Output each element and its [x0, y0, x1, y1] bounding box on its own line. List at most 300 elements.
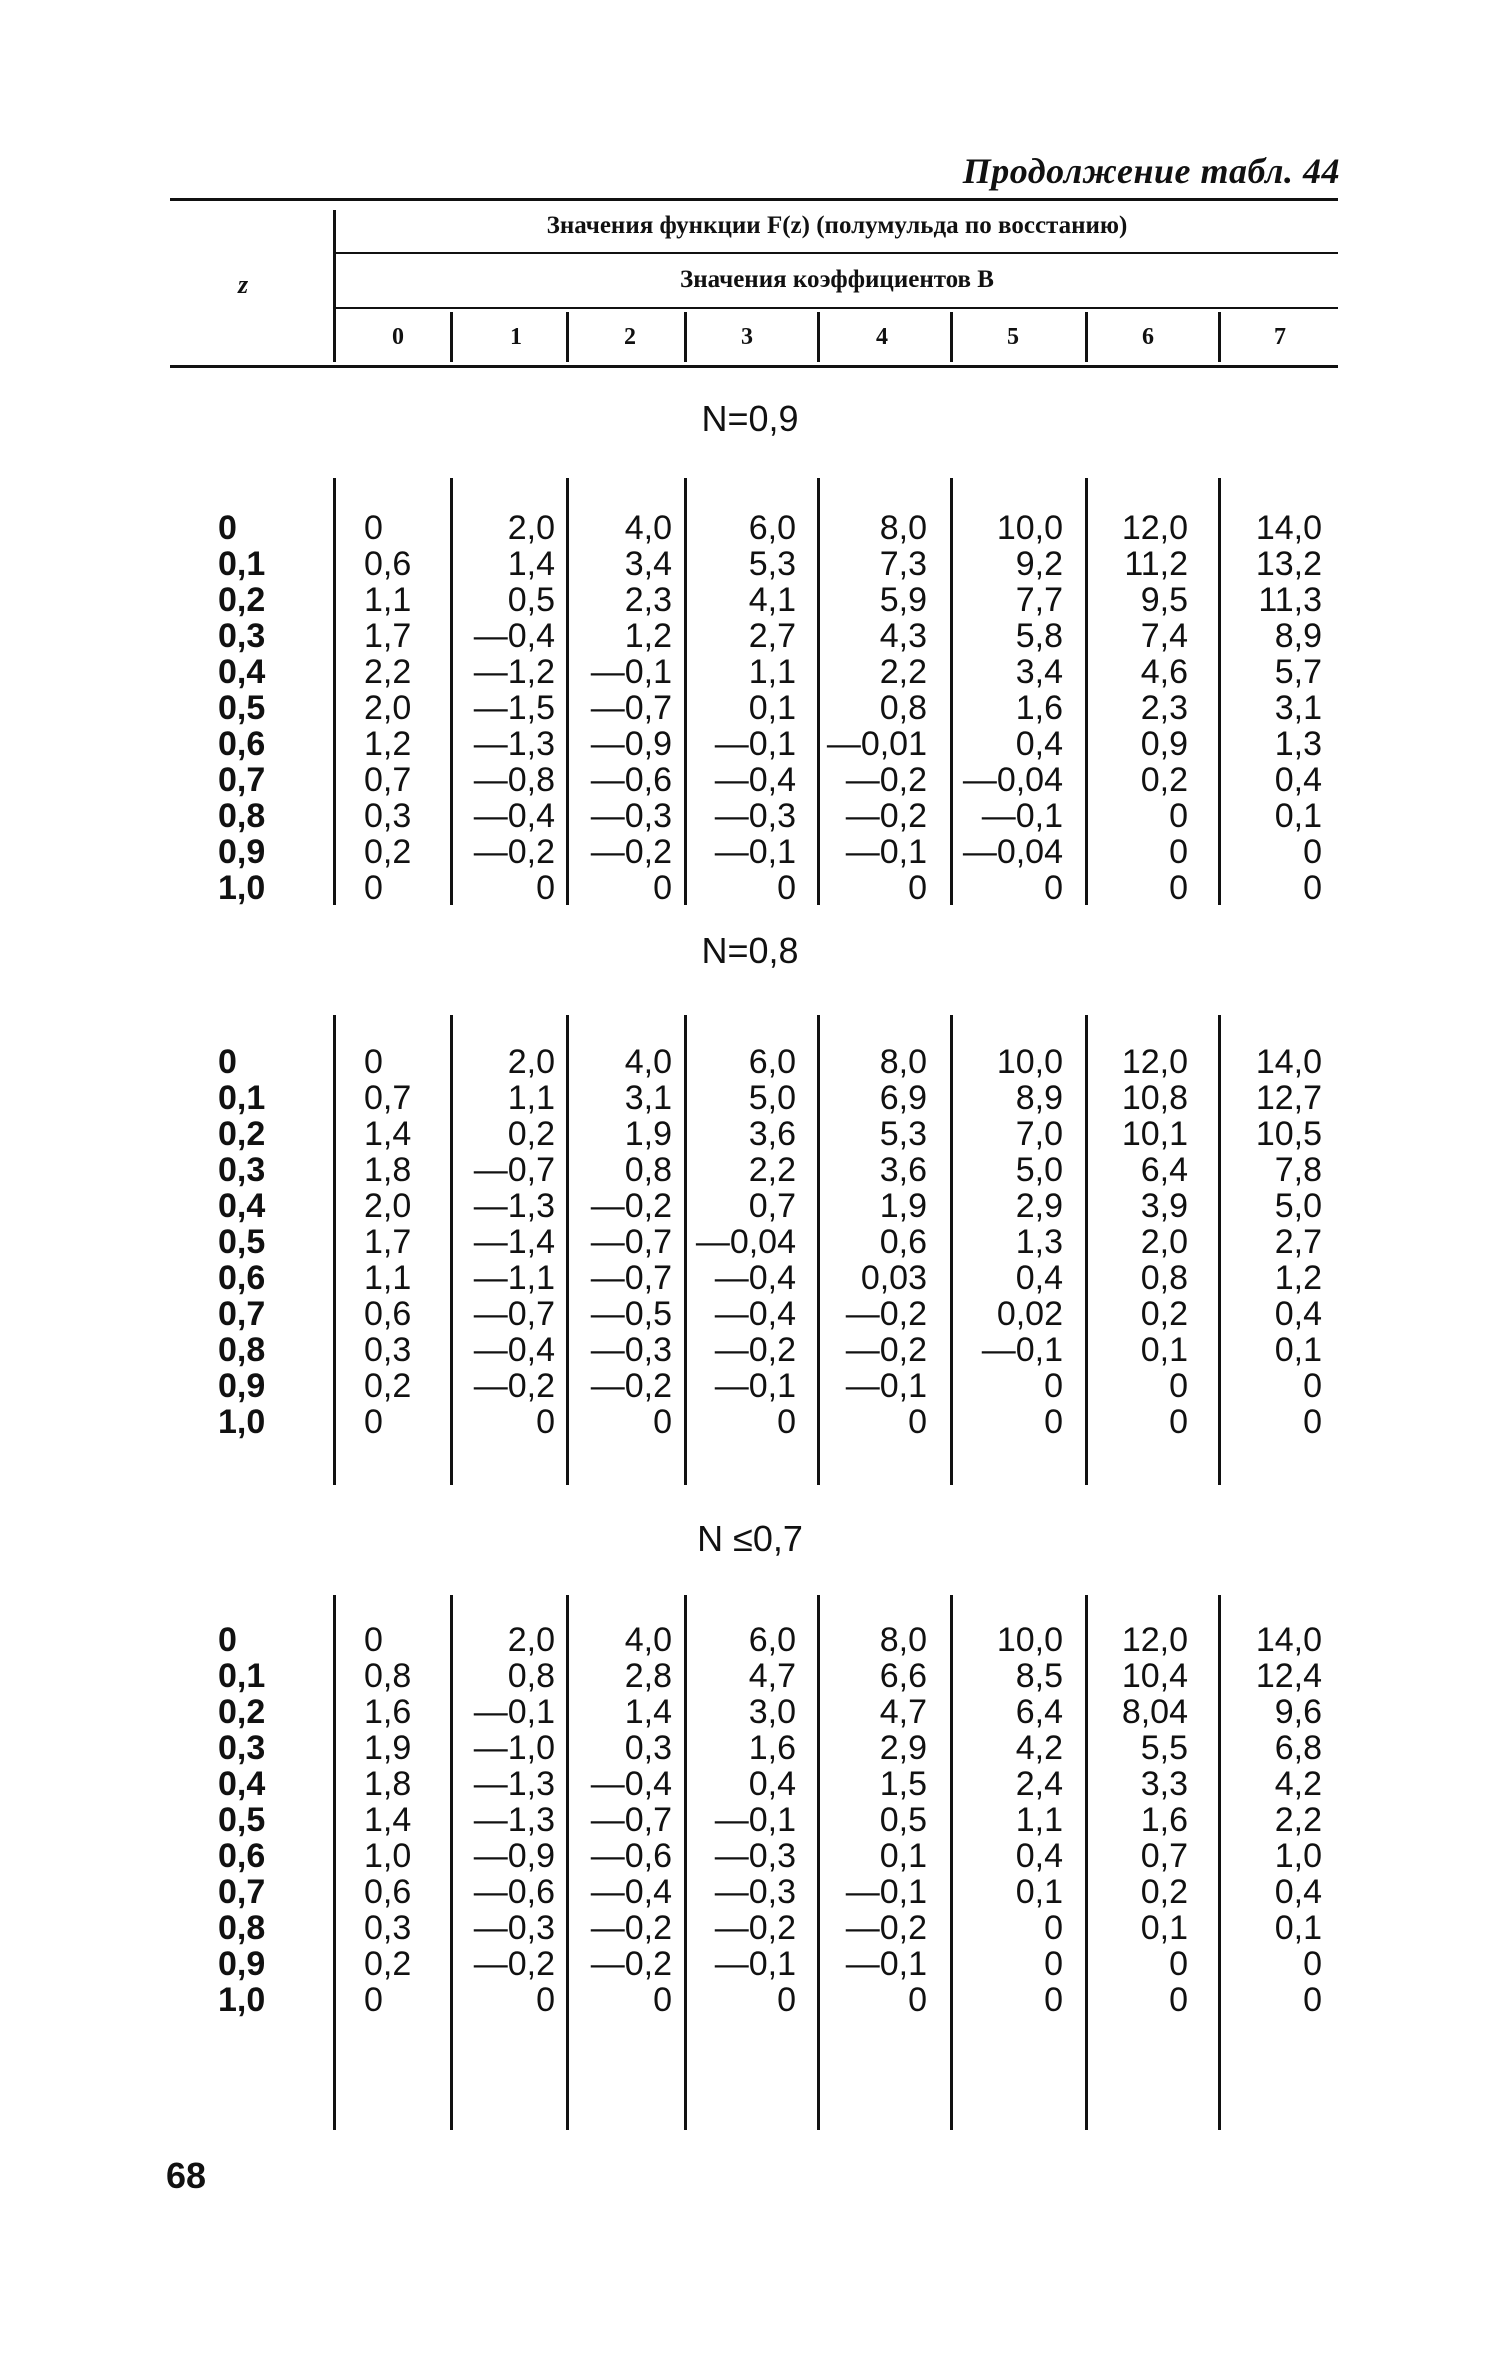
table-cell: 0: [536, 1981, 555, 2019]
table-cell: 4,1: [748, 581, 796, 619]
z-value: 0,6: [218, 1259, 266, 1297]
table-cell: —0,4: [590, 1765, 672, 1803]
table-cell: 0: [1169, 1403, 1188, 1441]
table-cell: 0,2: [364, 1945, 412, 1983]
header-bottom-rule: [170, 365, 1338, 368]
header-top-rule: [170, 198, 1338, 201]
table-cell: 0: [908, 1403, 927, 1441]
table-cell: 6,6: [879, 1657, 927, 1695]
table-cell: —0,1: [590, 653, 672, 691]
table-cell: 13,2: [1255, 545, 1322, 583]
table-cell: —0,2: [473, 1367, 555, 1405]
z-value: 0,4: [218, 1765, 266, 1803]
table-cell: 14,0: [1255, 509, 1322, 547]
table-cell: 1,8: [364, 1765, 412, 1803]
z-value: 0,3: [218, 1151, 266, 1189]
table-cell: 6,4: [1140, 1151, 1188, 1189]
table-cell: 2,9: [879, 1729, 927, 1767]
table-cell: 0: [908, 1981, 927, 2019]
table-cell: 2,2: [364, 653, 412, 691]
table-cell: —0,4: [473, 1331, 555, 1369]
table-cell: 0,8: [1140, 1259, 1188, 1297]
table-cell: 12,7: [1255, 1079, 1322, 1117]
table-cell: —0,1: [845, 833, 927, 871]
table-cell: 1,1: [507, 1079, 555, 1117]
z-column-header: z: [238, 270, 249, 299]
table-cell: 5,0: [1015, 1151, 1063, 1189]
table-cell: 0,8: [507, 1657, 555, 1695]
z-value-column: [218, 1622, 265, 2018]
table-cell: 4,6: [1140, 653, 1188, 691]
table-cell: 1,1: [364, 1259, 412, 1297]
table-cell: 0: [1044, 869, 1063, 907]
table-cell: 1,0: [1274, 1837, 1322, 1875]
table-cell: 6,0: [748, 1043, 796, 1081]
table-cell: 10,1: [1121, 1115, 1188, 1153]
table-cell: —0,2: [714, 1331, 796, 1369]
z-value: 0: [218, 1621, 237, 1659]
table-cell: —0,2: [590, 833, 672, 871]
table-cell: 0,02: [996, 1295, 1063, 1333]
table-cell: 2,4: [1015, 1765, 1063, 1803]
table-cell: 0,2: [1140, 1295, 1188, 1333]
table-cell: —1,4: [473, 1223, 555, 1261]
table-cell: —0,6: [590, 761, 672, 799]
table-cell: 0,8: [364, 1657, 412, 1695]
table-cell: —0,2: [845, 1909, 927, 1947]
table-cell: 1,1: [364, 581, 412, 619]
table-cell: —0,3: [714, 1873, 796, 1911]
table-cell: —0,2: [590, 1367, 672, 1405]
table-cell: —1,1: [473, 1259, 555, 1297]
z-value: 0,7: [218, 1295, 266, 1333]
table-cell: 0,7: [364, 1079, 412, 1117]
table-cell: —0,1: [714, 725, 796, 763]
table-cell: —0,8: [473, 761, 555, 799]
table-cell: 2,0: [1140, 1223, 1188, 1261]
table-cell: 3,1: [1274, 689, 1322, 727]
value-column-B7: [1122, 510, 1322, 906]
table-cell: 3,6: [879, 1151, 927, 1189]
table-cell: 0: [1303, 1981, 1322, 2019]
table-cell: 0,4: [1274, 761, 1322, 799]
z-value: 0,6: [218, 725, 266, 763]
table-cell: 4,0: [624, 509, 672, 547]
z-value: 0,7: [218, 761, 266, 799]
table-cell: 2,7: [748, 617, 796, 655]
z-value: 0,9: [218, 1367, 266, 1405]
table-cell: 4,2: [1274, 1765, 1322, 1803]
table-cell: —0,2: [845, 761, 927, 799]
table-cell: —0,4: [714, 1295, 796, 1333]
table-cell: 0: [364, 869, 383, 907]
table-cell: 0: [1169, 1981, 1188, 2019]
table-cell: 0,1: [1015, 1873, 1063, 1911]
column-divider: [333, 478, 336, 905]
table-cell: 3,1: [624, 1079, 672, 1117]
table-cell: 4,3: [879, 617, 927, 655]
table-cell: 2,2: [748, 1151, 796, 1189]
table-cell: 0,4: [1274, 1873, 1322, 1911]
table-cell: 0: [1169, 1945, 1188, 1983]
table-cell: —0,04: [962, 761, 1063, 799]
table-cell: 7,8: [1274, 1151, 1322, 1189]
table-cell: 8,0: [879, 509, 927, 547]
table-cell: —0,1: [981, 1331, 1063, 1369]
table-cell: 10,0: [996, 1621, 1063, 1659]
table-cell: —0,3: [473, 1909, 555, 1947]
table-cell: —0,2: [473, 1945, 555, 1983]
z-value: 0,3: [218, 617, 266, 655]
table-cell: 0,8: [879, 689, 927, 727]
table-cell: —0,1: [845, 1873, 927, 1911]
table-cell: 0,2: [1140, 1873, 1188, 1911]
table-cell: 0,6: [364, 1873, 412, 1911]
table-cell: 1,3: [1274, 725, 1322, 763]
z-value: 0,3: [218, 1729, 266, 1767]
table-cell: 1,0: [364, 1837, 412, 1875]
table-cell: 3,0: [748, 1693, 796, 1731]
table-cell: 7,3: [879, 545, 927, 583]
table-cell: 10,4: [1121, 1657, 1188, 1695]
z-value: 0,9: [218, 1945, 266, 1983]
table-cell: —0,2: [590, 1909, 672, 1947]
page-number: 68: [166, 2155, 207, 2196]
table-cell: 1,7: [364, 1223, 412, 1261]
table-cell: —1,3: [473, 1801, 555, 1839]
section-title: N ≤0,7: [697, 1518, 803, 1559]
table-cell: 1,1: [1015, 1801, 1063, 1839]
table-cell: 0: [1169, 797, 1188, 835]
table-cell: 7,4: [1140, 617, 1188, 655]
column-header-divider: [1085, 312, 1088, 362]
column-header-divider: [450, 312, 453, 362]
column-header-divider: [817, 312, 820, 362]
table-cell: 5,5: [1140, 1729, 1188, 1767]
table-cell: 2,0: [364, 1187, 412, 1225]
table-cell: 1,6: [1015, 689, 1063, 727]
table-cell: 2,2: [1274, 1801, 1322, 1839]
z-value: 0,9: [218, 833, 266, 871]
table-cell: 1,4: [364, 1801, 412, 1839]
table-cell: 0,5: [507, 581, 555, 619]
table-cell: 2,8: [624, 1657, 672, 1695]
column-header-divider: [684, 312, 687, 362]
table-cell: —0,2: [590, 1187, 672, 1225]
table-cell: 0: [364, 509, 383, 547]
table-cell: 6,0: [748, 1621, 796, 1659]
table-cell: —0,1: [845, 1945, 927, 1983]
table-cell: 1,4: [507, 545, 555, 583]
table-cell: 4,7: [748, 1657, 796, 1695]
column-header-3: 3: [741, 324, 753, 350]
table-cell: 11,3: [1258, 581, 1322, 619]
table-cell: 0,1: [1140, 1909, 1188, 1947]
table-cell: 5,0: [748, 1079, 796, 1117]
table-cell: 12,0: [1121, 1043, 1188, 1081]
table-cell: 5,8: [1015, 617, 1063, 655]
table-cell: 8,0: [879, 1043, 927, 1081]
table-cell: 0,1: [1274, 1331, 1322, 1369]
z-value: 0: [218, 1043, 237, 1081]
value-column-B7: [1122, 1044, 1322, 1440]
table-cell: 11,2: [1124, 545, 1188, 583]
z-value-column: [218, 1044, 265, 1440]
table-cell: —0,3: [590, 1331, 672, 1369]
table-cell: 6,8: [1274, 1729, 1322, 1767]
table-cell: —0,04: [695, 1223, 796, 1261]
table-cell: 0,3: [364, 1331, 412, 1369]
z-value: 0,5: [218, 1223, 266, 1261]
table-cell: —0,7: [590, 689, 672, 727]
table-cell: —1,2: [473, 653, 555, 691]
function-header: Значения функции F(z) (полумульда по восстанию): [546, 212, 1128, 239]
table-cell: 0,6: [879, 1223, 927, 1261]
table-cell: 4,0: [624, 1043, 672, 1081]
table-cell: 12,4: [1255, 1657, 1322, 1695]
table-cell: 0: [1303, 869, 1322, 907]
table-cell: 0,1: [1140, 1331, 1188, 1369]
column-divider: [333, 1015, 336, 1485]
table-cell: —0,6: [473, 1873, 555, 1911]
table-cell: —0,2: [590, 1945, 672, 1983]
table-cell: 0: [1044, 1981, 1063, 2019]
table-cell: 1,6: [1140, 1801, 1188, 1839]
value-column-B7: [1122, 1622, 1322, 2018]
table-cell: 0: [1169, 869, 1188, 907]
table-cell: 0: [777, 1403, 796, 1441]
table-cell: —0,2: [845, 1295, 927, 1333]
table-cell: —0,2: [714, 1909, 796, 1947]
table-cell: 2,0: [507, 1043, 555, 1081]
table-cell: 0,4: [1274, 1295, 1322, 1333]
table-cell: 0,4: [1015, 1837, 1063, 1875]
table-cell: 0,1: [748, 689, 796, 727]
coefficients-header: Значения коэффициентов B: [680, 266, 994, 293]
table-cell: 0,1: [1274, 1909, 1322, 1947]
table-cell: 0,2: [364, 1367, 412, 1405]
table-cell: 0,4: [748, 1765, 796, 1803]
z-value: 0,1: [218, 545, 266, 583]
table-cell: 5,3: [748, 545, 796, 583]
table-cell: —1,3: [473, 725, 555, 763]
table-cell: 0: [1044, 1909, 1063, 1947]
section-title: N=0,8: [701, 930, 799, 971]
table-cell: —0,5: [590, 1295, 672, 1333]
table-cell: —1,5: [473, 689, 555, 727]
table-cell: 3,3: [1140, 1765, 1188, 1803]
table-cell: 2,3: [1140, 689, 1188, 727]
z-value: 0,2: [218, 1115, 266, 1153]
table-cell: —0,04: [962, 833, 1063, 871]
table-cell: —0,2: [473, 833, 555, 871]
table-cell: 0: [1303, 833, 1322, 871]
column-header-2: 2: [624, 324, 636, 350]
table-cell: —1,3: [473, 1765, 555, 1803]
table-cell: 2,0: [364, 689, 412, 727]
z-value: 0,7: [218, 1873, 266, 1911]
table-cell: —0,7: [473, 1151, 555, 1189]
table-cell: 2,7: [1274, 1223, 1322, 1261]
table-cell: 0: [1044, 1945, 1063, 1983]
table-cell: 0,8: [624, 1151, 672, 1189]
table-cell: 4,0: [624, 1621, 672, 1659]
table-cell: 9,2: [1015, 545, 1063, 583]
table-cell: 0,3: [364, 797, 412, 835]
table-cell: —0,01: [826, 725, 927, 763]
table-cell: —0,3: [714, 1837, 796, 1875]
table-cell: 0,7: [1140, 1837, 1188, 1875]
table-cell: 12,0: [1121, 509, 1188, 547]
table-cell: 12,0: [1121, 1621, 1188, 1659]
table-cell: 10,0: [996, 1043, 1063, 1081]
table-cell: 0: [1044, 1367, 1063, 1405]
table-cell: —0,1: [845, 1367, 927, 1405]
table-cell: 0,4: [1015, 725, 1063, 763]
table-cell: 5,7: [1274, 653, 1322, 691]
table-cell: 3,4: [1015, 653, 1063, 691]
table-cell: 0,2: [1140, 761, 1188, 799]
z-value-column: [218, 510, 265, 906]
table-cell: —0,1: [714, 1945, 796, 1983]
table-cell: 0: [364, 1043, 383, 1081]
table-cell: 0: [653, 869, 672, 907]
table-cell: 8,0: [879, 1621, 927, 1659]
z-value: 0,2: [218, 581, 266, 619]
table-cell: 0,7: [748, 1187, 796, 1225]
column-header-1: 1: [510, 324, 522, 350]
table-cell: 1,2: [1274, 1259, 1322, 1297]
table-cell: 0: [908, 869, 927, 907]
table-cell: 0: [777, 869, 796, 907]
table-cell: 8,9: [1274, 617, 1322, 655]
table-cell: 8,9: [1015, 1079, 1063, 1117]
table-cell: 5,3: [879, 1115, 927, 1153]
table-cell: 7,0: [1015, 1115, 1063, 1153]
table-cell: —1,0: [473, 1729, 555, 1767]
column-header-divider: [1218, 312, 1221, 362]
column-header-0: 0: [392, 324, 404, 350]
z-value: 0,6: [218, 1837, 266, 1875]
table-cell: 9,5: [1140, 581, 1188, 619]
table-cell: —0,7: [590, 1223, 672, 1261]
table-cell: —0,9: [590, 725, 672, 763]
table-cell: 3,4: [624, 545, 672, 583]
table-cell: 0: [1044, 1403, 1063, 1441]
table-cell: 0: [364, 1981, 383, 2019]
table-cell: 0: [1303, 1945, 1322, 1983]
table-cell: —0,3: [590, 797, 672, 835]
table-cell: 2,3: [624, 581, 672, 619]
table-cell: 0,2: [364, 833, 412, 871]
table-cell: 8,5: [1015, 1657, 1063, 1695]
section-title: N=0,9: [701, 398, 799, 439]
table-cell: 5,9: [879, 581, 927, 619]
table-cell: 3,6: [748, 1115, 796, 1153]
table-cell: —0,9: [473, 1837, 555, 1875]
table-cell: —0,4: [473, 797, 555, 835]
table-cell: 0,6: [364, 1295, 412, 1333]
table-cell: 14,0: [1255, 1043, 1322, 1081]
table-cell: 1,1: [748, 653, 796, 691]
table-cell: 0: [536, 1403, 555, 1441]
table-cell: —0,2: [845, 1331, 927, 1369]
z-value: 0: [218, 509, 237, 547]
z-value: 0,1: [218, 1079, 266, 1117]
table-cell: —0,4: [714, 1259, 796, 1297]
z-value: 0,8: [218, 1331, 266, 1369]
table-cell: 14,0: [1255, 1621, 1322, 1659]
table-cell: 0: [536, 869, 555, 907]
table-cell: 0: [1169, 833, 1188, 871]
table-cell: 0,03: [860, 1259, 927, 1297]
table-cell: 0: [653, 1403, 672, 1441]
table-cell: 0: [364, 1403, 383, 1441]
z-value: 1,0: [218, 869, 266, 907]
table-cell: 0: [1303, 1367, 1322, 1405]
table-cell: —0,1: [714, 833, 796, 871]
table-cell: 1,2: [364, 725, 412, 763]
table-cell: 0,2: [507, 1115, 555, 1153]
table-cell: 1,4: [624, 1693, 672, 1731]
table-cell: 10,5: [1255, 1115, 1322, 1153]
table-cell: 0: [653, 1981, 672, 2019]
table-cell: —0,2: [845, 797, 927, 835]
header-mid-rule-2: [336, 307, 1338, 309]
table-cell: 1,6: [364, 1693, 412, 1731]
table-cell: 3,9: [1140, 1187, 1188, 1225]
table-cell: 2,0: [507, 509, 555, 547]
table-cell: —0,6: [590, 1837, 672, 1875]
table-cell: 2,2: [879, 653, 927, 691]
table-cell: 1,2: [624, 617, 672, 655]
table-cell: —0,7: [473, 1295, 555, 1333]
table-cell: 1,5: [879, 1765, 927, 1803]
header-mid-rule-1: [336, 252, 1338, 254]
table-cell: —0,7: [590, 1801, 672, 1839]
column-header-4: 4: [876, 324, 888, 350]
z-value: 0,4: [218, 653, 266, 691]
table-cell: —0,7: [590, 1259, 672, 1297]
table-cell: 1,8: [364, 1151, 412, 1189]
table-cell: 0,6: [364, 545, 412, 583]
table-cell: —0,3: [714, 797, 796, 835]
z-value: 1,0: [218, 1403, 266, 1441]
table-cell: 0,3: [364, 1909, 412, 1947]
table-cell: 1,4: [364, 1115, 412, 1153]
column-header-5: 5: [1007, 324, 1019, 350]
table-cell: 8,04: [1121, 1693, 1188, 1731]
table-cell: 6,9: [879, 1079, 927, 1117]
table-cell: 1,9: [364, 1729, 412, 1767]
table-cell: —0,1: [981, 797, 1063, 835]
table-cell: 0,4: [1015, 1259, 1063, 1297]
table-cell: 0,1: [1274, 797, 1322, 835]
table-cell: 0: [364, 1621, 383, 1659]
z-value: 1,0: [218, 1981, 266, 2019]
table-cell: 5,0: [1274, 1187, 1322, 1225]
table-cell: 1,7: [364, 617, 412, 655]
table-cell: 4,7: [879, 1693, 927, 1731]
table-cell: 4,2: [1015, 1729, 1063, 1767]
table-cell: —0,4: [714, 761, 796, 799]
page-title: Продолжение табл. 44: [962, 151, 1340, 191]
table-cell: —0,4: [473, 617, 555, 655]
column-header-divider: [566, 312, 569, 362]
table-cell: 10,8: [1121, 1079, 1188, 1117]
z-value: 0,8: [218, 1909, 266, 1947]
z-value: 0,5: [218, 1801, 266, 1839]
